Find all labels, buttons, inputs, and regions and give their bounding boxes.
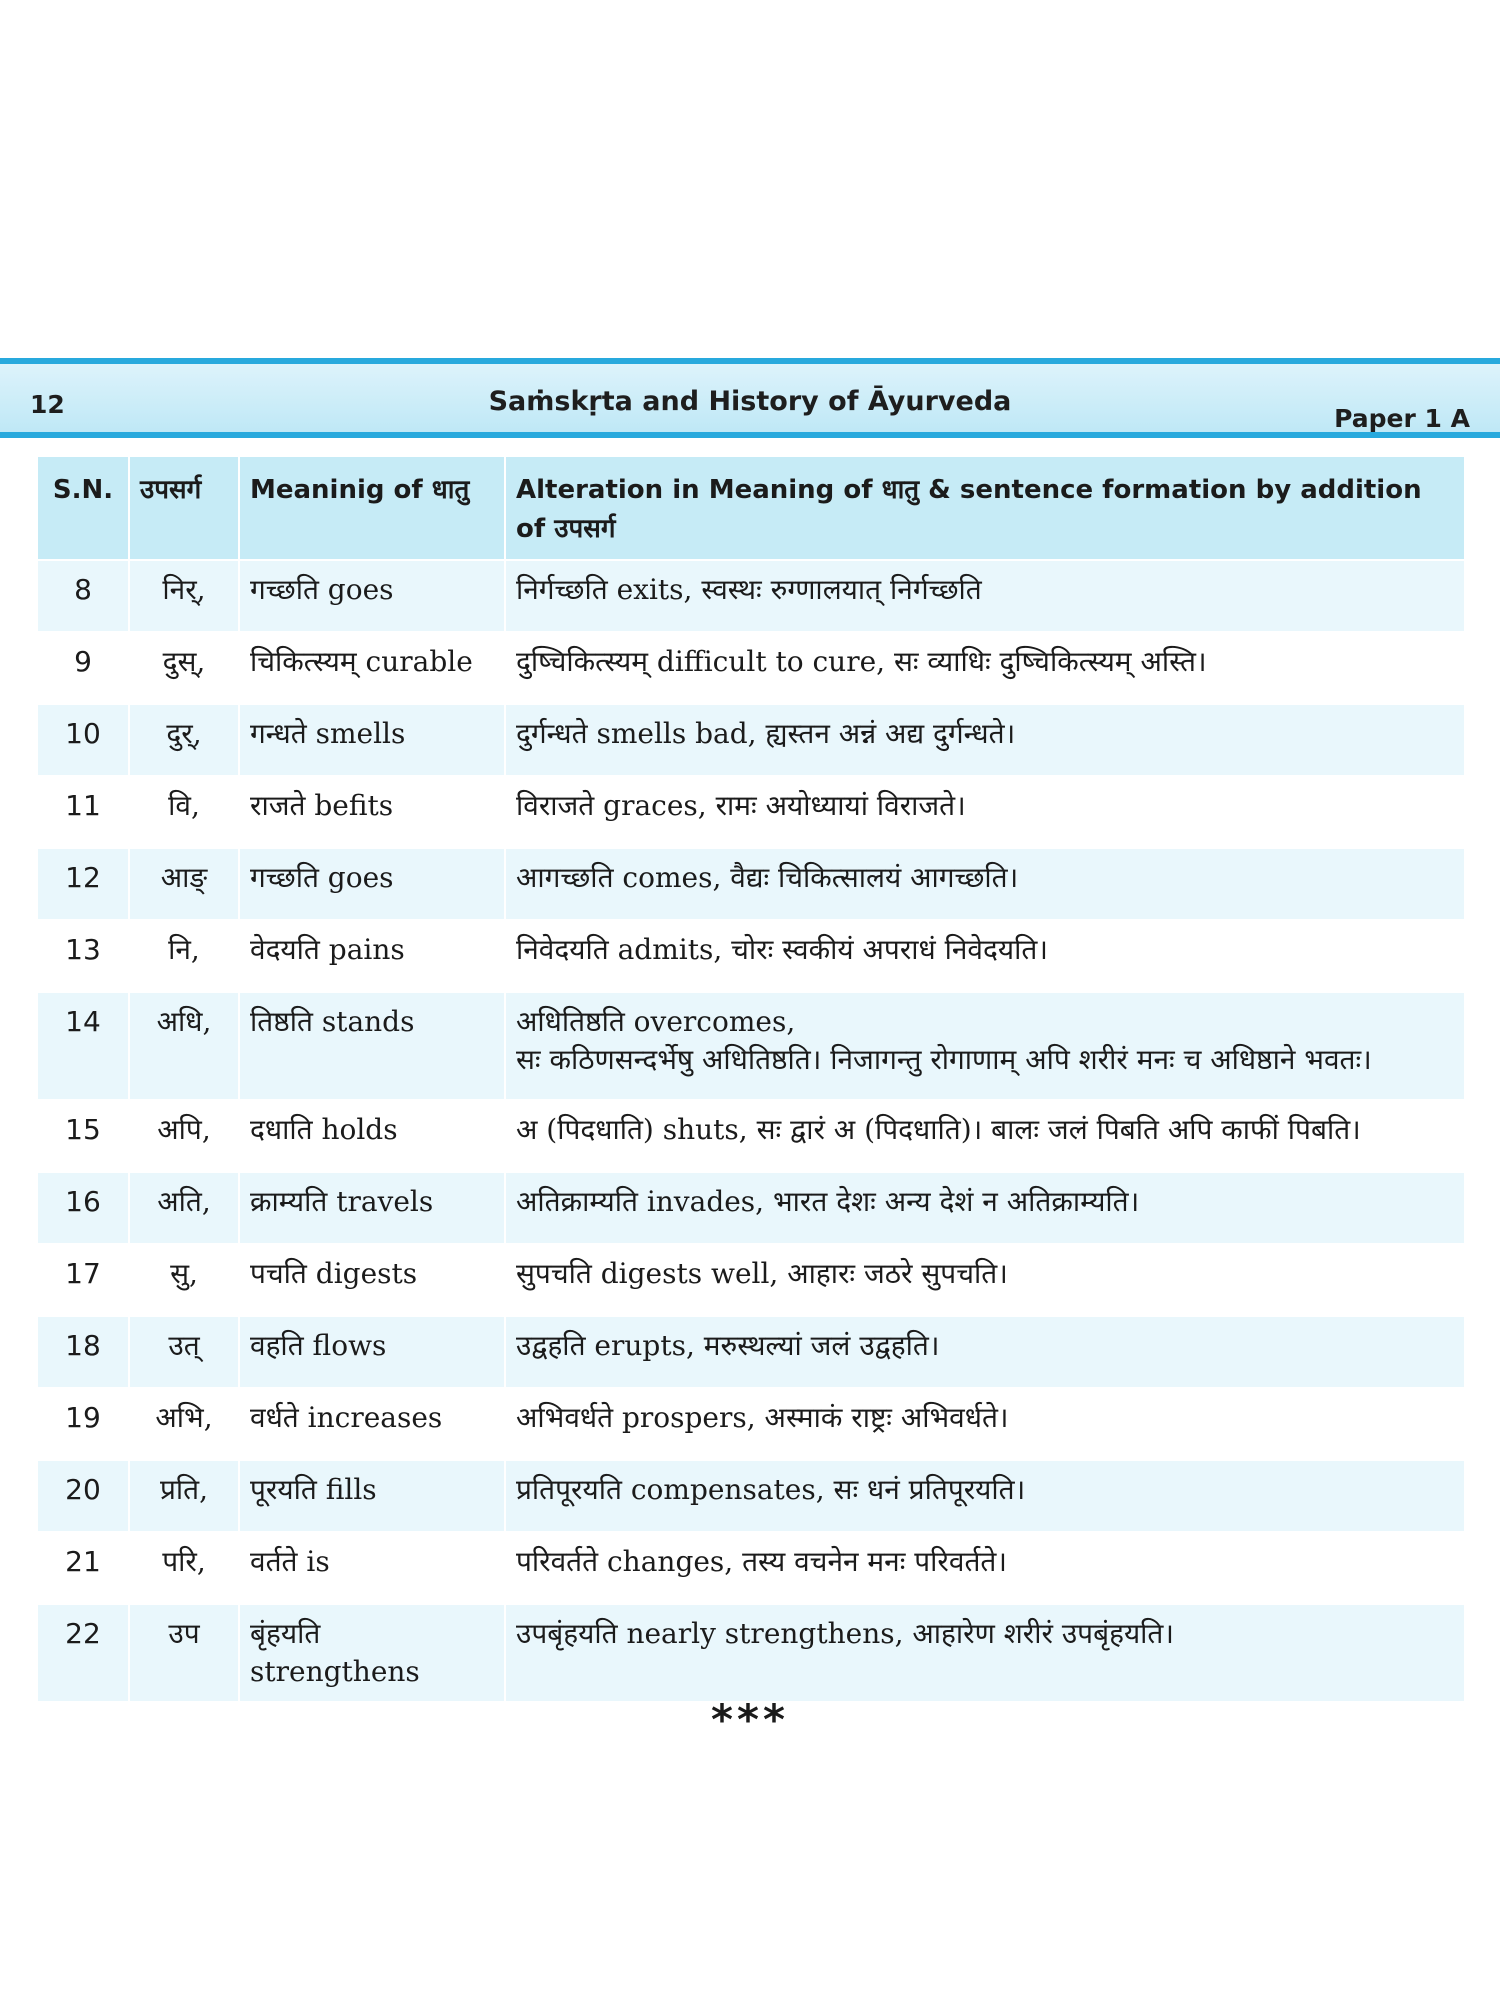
alteration-text: निवेदयति admits, चोरः स्वकीयं अपराधं निवेदयति।	[516, 933, 1048, 966]
cell-dhatu-meaning: दधाति holds	[239, 1100, 505, 1172]
book-title: Saṁskṛta and History of Āyurveda	[488, 386, 1012, 417]
cell-upasarga: निर्,	[129, 560, 239, 632]
alteration-text: आगच्छति comes, वैद्यः चिकित्सालयं आगच्छति।	[516, 861, 1019, 894]
cell-alteration	[505, 1532, 1465, 1604]
cell-upasarga: अपि,	[129, 1100, 239, 1172]
cell-upasarga: आङ्	[129, 848, 239, 920]
cell-sn: 14	[37, 992, 129, 1100]
page-number: 12	[30, 390, 65, 419]
alteration-text: उपबृंहयति nearly strengthens, आहारेण शरीरं उपबृंहयति।	[516, 1617, 1175, 1650]
cell-alteration	[505, 1388, 1465, 1460]
alteration-text: प्रतिपूरयति compensates, सः धनं प्रतिपूरयति।	[516, 1473, 1026, 1506]
cell-dhatu-meaning: वर्धते increases	[239, 1388, 505, 1460]
cell-sn: 15	[37, 1100, 129, 1172]
table-body	[37, 560, 1465, 1702]
alteration-example-sentence: सः कठिणसन्दर्भेषु अधितिष्ठति। निजागन्तु रोगाणाम् अपि शरीरं मनः च अधिष्ठाने भवतः।	[516, 1043, 1372, 1076]
alteration-text: अभिवर्धते prospers, अस्माकं राष्ट्रः अभिवर्धते।	[516, 1401, 1009, 1434]
cell-sn: 13	[37, 920, 129, 992]
cell-upasarga: अधि,	[129, 992, 239, 1100]
cell-alteration	[505, 992, 1465, 1100]
column-header-meaning: Meaninig of धातु	[239, 456, 505, 560]
cell-alteration	[505, 776, 1465, 848]
table-row	[37, 1172, 1465, 1244]
cell-upasarga: दुर्,	[129, 704, 239, 776]
cell-upasarga: उत्	[129, 1316, 239, 1388]
cell-sn: 22	[37, 1604, 129, 1702]
cell-dhatu-meaning: वेदयति pains	[239, 920, 505, 992]
table-row	[37, 848, 1465, 920]
column-header-alteration: Alteration in Meaning of धातु & sentence formation by addition of उपसर्ग	[505, 456, 1465, 560]
upasarga-table	[36, 455, 1466, 1703]
cell-dhatu-meaning: राजते befits	[239, 776, 505, 848]
running-header	[0, 358, 1500, 438]
cell-sn: 16	[37, 1172, 129, 1244]
alteration-text: दुर्गन्धते smells bad, ह्यस्तन अन्नं अद्य दुर्गन्धते।	[516, 717, 1016, 750]
cell-upasarga: वि,	[129, 776, 239, 848]
cell-alteration	[505, 1172, 1465, 1244]
cell-dhatu-meaning: गन्धते smells	[239, 704, 505, 776]
cell-dhatu-meaning: वर्तते is	[239, 1532, 505, 1604]
cell-upasarga: परि,	[129, 1532, 239, 1604]
cell-alteration	[505, 704, 1465, 776]
cell-alteration	[505, 1100, 1465, 1172]
cell-upasarga: प्रति,	[129, 1460, 239, 1532]
table-row	[37, 1100, 1465, 1172]
table-row	[37, 1532, 1465, 1604]
table-row	[37, 632, 1465, 704]
cell-upasarga: सु,	[129, 1244, 239, 1316]
cell-sn: 18	[37, 1316, 129, 1388]
cell-dhatu-meaning: गच्छति goes	[239, 848, 505, 920]
alteration-text: विराजते graces, रामः अयोध्यायां विराजते।	[516, 789, 966, 822]
cell-dhatu-meaning: क्राम्यति travels	[239, 1172, 505, 1244]
table-row	[37, 776, 1465, 848]
cell-dhatu-meaning: चिकित्स्यम् curable	[239, 632, 505, 704]
cell-upasarga: दुस्,	[129, 632, 239, 704]
cell-dhatu-meaning: बृंहयति strengthens	[239, 1604, 505, 1702]
cell-sn: 20	[37, 1460, 129, 1532]
cell-alteration	[505, 920, 1465, 992]
cell-alteration	[505, 1460, 1465, 1532]
cell-upasarga: नि,	[129, 920, 239, 992]
cell-alteration	[505, 1316, 1465, 1388]
cell-alteration	[505, 560, 1465, 632]
cell-alteration	[505, 1244, 1465, 1316]
cell-upasarga: उप	[129, 1604, 239, 1702]
alteration-text: सुपचति digests well, आहारः जठरे सुपचति।	[516, 1257, 1008, 1290]
alteration-text: अतिक्राम्यति invades, भारत देशः अन्य देशं न अतिक्राम्यति।	[516, 1185, 1140, 1218]
cell-sn: 12	[37, 848, 129, 920]
table-header-row	[37, 456, 1465, 560]
cell-dhatu-meaning: पचति digests	[239, 1244, 505, 1316]
cell-alteration	[505, 1604, 1465, 1702]
cell-dhatu-meaning: पूरयति fills	[239, 1460, 505, 1532]
cell-alteration	[505, 632, 1465, 704]
cell-sn: 9	[37, 632, 129, 704]
cell-dhatu-meaning: गच्छति goes	[239, 560, 505, 632]
table-row	[37, 1604, 1465, 1702]
cell-sn: 17	[37, 1244, 129, 1316]
table-row	[37, 1460, 1465, 1532]
table-row	[37, 992, 1465, 1100]
table-row	[37, 1244, 1465, 1316]
paper-label: Paper 1 A	[1334, 404, 1470, 433]
cell-sn: 10	[37, 704, 129, 776]
cell-sn: 11	[37, 776, 129, 848]
cell-dhatu-meaning: तिष्ठति stands	[239, 992, 505, 1100]
end-of-section-mark: ***	[711, 1695, 789, 1744]
alteration-text: दुष्चिकित्स्यम् difficult to cure, सः व्याधिः दुष्चिकित्स्यम् अस्ति।	[516, 645, 1207, 678]
alteration-text: परिवर्तते changes, तस्य वचनेन मनः परिवर्तते।	[516, 1545, 1007, 1578]
table-row	[37, 704, 1465, 776]
table-row	[37, 1316, 1465, 1388]
cell-sn: 19	[37, 1388, 129, 1460]
alteration-text: अधितिष्ठति overcomes,	[516, 1005, 796, 1038]
column-header-sn: S.N.	[37, 456, 129, 560]
cell-sn: 8	[37, 560, 129, 632]
cell-upasarga: अति,	[129, 1172, 239, 1244]
alteration-text: उद्वहति erupts, मरुस्थल्यां जलं उद्वहति।	[516, 1329, 940, 1362]
column-header-upasarga: उपसर्ग	[129, 456, 239, 560]
cell-dhatu-meaning: वहति flows	[239, 1316, 505, 1388]
cell-sn: 21	[37, 1532, 129, 1604]
table-row	[37, 920, 1465, 992]
cell-upasarga: अभि,	[129, 1388, 239, 1460]
table-row	[37, 1388, 1465, 1460]
cell-alteration	[505, 848, 1465, 920]
table-row	[37, 560, 1465, 632]
alteration-text: निर्गच्छति exits, स्वस्थः रुग्णालयात् निर्गच्छति	[516, 573, 982, 606]
alteration-text: अ (पिदधाति) shuts, सः द्वारं अ (पिदधाति)। बालः जलं पिबति अपि काफीं पिबति।	[516, 1113, 1361, 1146]
